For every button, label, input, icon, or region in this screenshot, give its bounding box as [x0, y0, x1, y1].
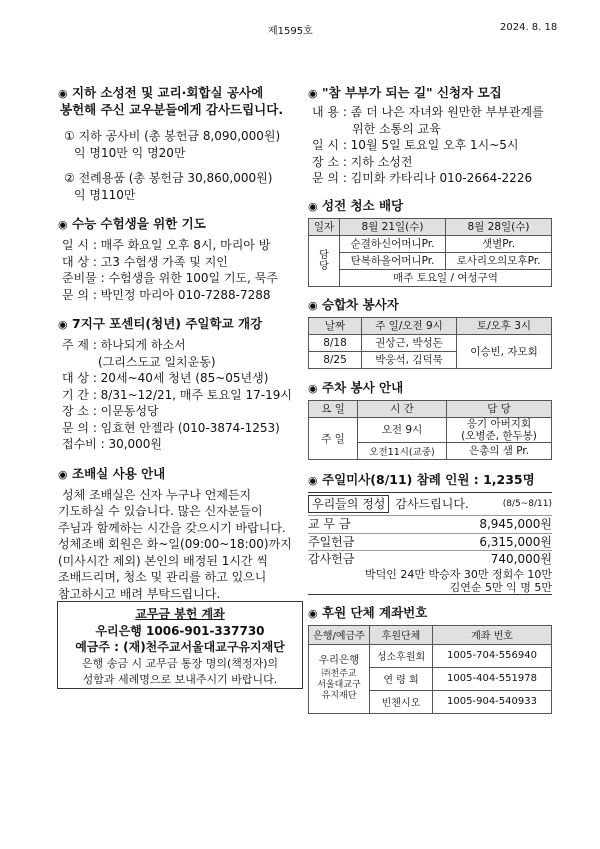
section-title: ◉ 수능 수험생을 위한 기도	[58, 216, 206, 231]
section-title-line2: 봉헌해 주신 교우분들에게 감사드립니다.	[60, 102, 284, 117]
period-text: (8/5~8/11)	[502, 498, 552, 509]
table-cell: 성소후원회	[370, 644, 433, 667]
text-line: 준비물 : 수험생을 위한 100일 기도, 묵주	[62, 271, 278, 285]
text-line: (그리스도교 일치운동)	[98, 354, 216, 369]
table-header: 8월 28일(수)	[446, 218, 552, 235]
table-cell-line: ㈜천주교	[321, 669, 357, 679]
text-line: 주님과 함께하는 시간을 갖으시기 바랍니다.	[58, 520, 286, 535]
table-cell: 로사리오의모후Pr.	[446, 252, 552, 269]
text-line: 참고하시고 배려 부탁드립니다.	[58, 586, 221, 601]
table-cell: 오전11시(교중)	[358, 442, 447, 459]
section-title: ◉ 조배실 사용 안내	[58, 465, 166, 481]
table-cell: 샛별Pr.	[446, 235, 552, 252]
table-header: 시 간	[358, 400, 447, 417]
text-line: 익 명10만 익 명20만	[74, 145, 186, 160]
bullet-icon: ◉	[58, 87, 68, 100]
text-line: 대 상 : 고3 수험생 가족 및 지인	[62, 254, 228, 269]
section-title: ◉ 성전 청소 배당	[308, 197, 404, 213]
bullet-icon: ◉	[308, 381, 318, 395]
thanks-label: 우리들의 정성	[308, 495, 389, 514]
table-cell-line: 유지재단	[321, 691, 357, 701]
section-title: ◉ 후원 단체 계좌번호	[308, 604, 428, 620]
text-line: 익 명110만	[74, 187, 136, 202]
table-cell: 오전 9시	[358, 417, 447, 442]
summary-row: 교 무 금 8,945,000원	[308, 517, 552, 531]
table-cell: 담당	[309, 235, 340, 286]
support-account-table	[308, 625, 552, 714]
table-cell	[447, 417, 552, 442]
table-cell: 이승빈, 자모회	[457, 334, 552, 368]
table-cell: 1005-704-556940	[433, 644, 552, 667]
parking-table	[308, 400, 552, 460]
text-line: 문 의 : 김미화 카타리나 010-2664-2226	[312, 171, 533, 185]
table-cell: 주 일	[309, 417, 358, 459]
text-line: 일 시 : 10월 5일 토요일 오후 1시~5시	[312, 138, 519, 152]
donor-line: 박덕인 24만 박승자 30만 정회수 10만	[365, 567, 552, 581]
section-title: ◉ "참 부부가 되는 길" 신청자 모집	[308, 85, 502, 100]
table-cell: 탄복하올어머니Pr.	[340, 252, 446, 269]
text-line: (미사시간 제외) 본인의 배정된 1시간 씩	[58, 553, 268, 568]
left-column	[58, 85, 308, 602]
table-cell: 1005-904-540933	[433, 690, 552, 713]
bullet-icon: ◉	[308, 298, 318, 312]
table-header: 후원단체	[370, 625, 433, 644]
bullet-icon: ◉	[58, 218, 68, 231]
text-line: 접수비 : 30,000원	[62, 437, 163, 451]
table-cell-line: 응기 아버지회	[466, 417, 532, 430]
table-cell: 8/18	[309, 334, 362, 351]
issue-number: 제1595호	[268, 26, 313, 37]
table-header: 은행/예금주	[309, 625, 370, 644]
table-cell: 순결하신어머니Pr.	[340, 235, 446, 252]
section-title: ◉ 승합차 봉사자	[308, 296, 399, 312]
thanks-text: 감사드립니다.	[395, 496, 469, 511]
table-cell: 1005-404-551978	[433, 667, 552, 690]
bullet-icon: ◉	[58, 467, 68, 481]
box-title: 교무금 봉헌 계좌	[135, 607, 225, 621]
box-note: 은행 송금 시 교무금 통장 명의(책정자)의	[81, 656, 279, 670]
table-cell: 매주 토요일 / 여성구역	[340, 269, 552, 286]
bullet-icon: ◉	[58, 318, 68, 331]
text-line: 문 의 : 임효현 안젤라 (010-3874-1253)	[62, 420, 280, 435]
section-title: ◉ 주일미사(8/11) 참례 인원 : 1,235명	[308, 471, 535, 487]
section-title: ◉ 7지구 포센티(청년) 주일학교 개강	[58, 316, 263, 331]
table-cell-line: 서울대교구	[317, 680, 361, 690]
table-header: 계좌 번호	[433, 625, 552, 644]
summary-header	[308, 493, 552, 516]
text-line: 성체조배 회원은 화~일(09:00~18:00)까지	[58, 537, 292, 551]
box-account: 우리은행 1006-901-337730	[95, 623, 265, 638]
text-line: ① 지하 공사비 (총 봉헌금 8,090,000원)	[64, 129, 281, 143]
text-line: 위한 소통의 교육	[352, 121, 441, 136]
table-header: 담 당	[447, 400, 552, 417]
text-line: ② 전례용품 (총 봉헌금 30,860,000원)	[64, 171, 273, 185]
table-header: 날짜	[309, 317, 362, 334]
bullet-icon: ◉	[308, 473, 318, 487]
issue-date: 2024. 8. 18	[500, 22, 558, 33]
section-title: ◉ 지하 소성전 및 교리·회합실 공사에	[58, 85, 264, 100]
van-volunteer-table	[308, 317, 552, 369]
offering-account-box	[57, 601, 303, 689]
text-line: 주 제 : 하나되게 하소서	[62, 338, 186, 352]
table-cell-line: (오병준, 한두봉)	[461, 429, 537, 442]
right-column	[308, 85, 563, 714]
table-cell: 권상근, 박성돈	[362, 334, 457, 351]
bullet-icon: ◉	[308, 199, 318, 213]
text-line: 기 간 : 8/31~12/21, 매주 토요일 17-19시	[62, 387, 292, 402]
text-line: 성체 조배실은 신자 누구나 언제든지	[62, 487, 252, 502]
table-header: 요 일	[309, 400, 358, 417]
box-owner: 예금주 : (재)천주교서울대교구유지재단	[75, 640, 285, 654]
text-line: 일 시 : 매주 화요일 오후 8시, 마리아 방	[62, 238, 271, 252]
section-title: ◉ 주차 봉사 안내	[308, 379, 404, 395]
text-line: 문 의 : 박민정 마리아 010-7288-7288	[62, 287, 271, 302]
text-line: 내 용 : 좀 더 나은 자녀와 원만한 부부관계를	[312, 105, 544, 119]
text-line: 장 소 : 이문동성당	[62, 404, 159, 418]
text-line: 장 소 : 지하 소성전	[312, 154, 413, 169]
table-cell: 빈첸시오	[370, 690, 433, 713]
offering-summary	[308, 492, 552, 595]
bullet-icon: ◉	[308, 87, 318, 100]
text-line: 기도하실 수 있습니다. 많은 신자분들이	[58, 504, 263, 518]
text-line: 조배드리며, 청소 및 관리를 하고 있으니	[58, 570, 267, 584]
bullet-icon: ◉	[308, 606, 318, 620]
summary-row: 감사헌금 740,000원	[308, 552, 552, 566]
table-cell	[309, 644, 370, 713]
table-header: 토/오후 3시	[457, 317, 552, 334]
table-cell: 은총의 샘 Pr.	[447, 442, 552, 459]
cleaning-table	[308, 218, 552, 287]
text-line: 대 상 : 20세~40세 청년 (85~05년생)	[62, 371, 269, 385]
table-cell: 연 령 회	[370, 667, 433, 690]
box-note: 성함과 세례명으로 보내주시기 바랍니다.	[82, 673, 278, 686]
summary-row: 주일헌금 6,315,000원	[308, 534, 552, 549]
table-cell: 8/25	[309, 351, 362, 368]
table-cell: 박웅석, 김덕묵	[362, 351, 457, 368]
donor-line: 김연순 5만 익 명 5만	[449, 580, 552, 594]
table-header: 일자	[309, 218, 340, 235]
table-header: 주 일/오전 9시	[362, 317, 457, 334]
table-cell-line: 우리은행	[318, 654, 360, 666]
table-header: 8월 21일(수)	[340, 218, 446, 235]
